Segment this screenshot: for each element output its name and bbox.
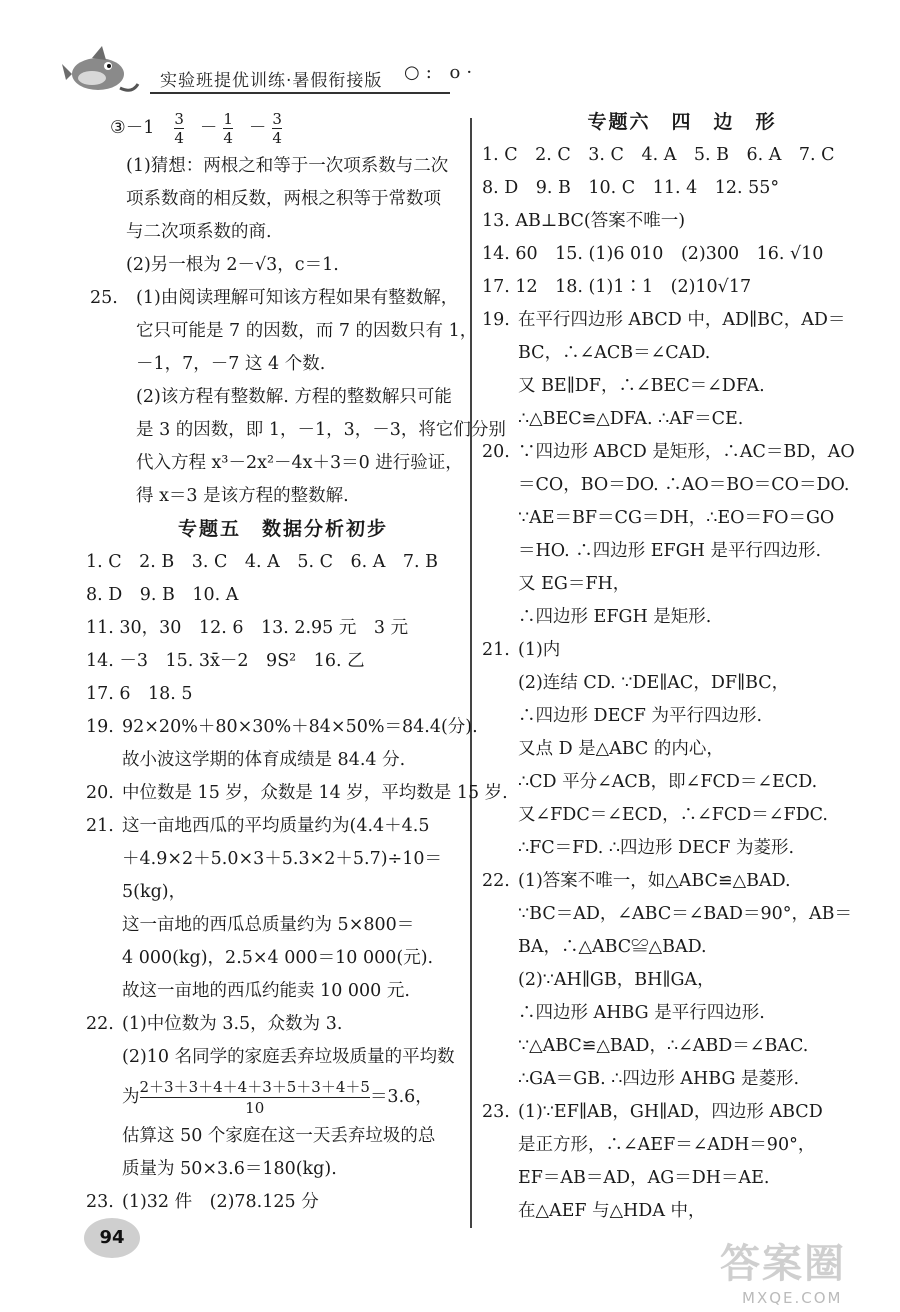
answer-line: ＋4.9×2＋5.0×3＋5.3×2＋5.7)÷10＝ [122, 849, 442, 869]
answer-line: 估算这 50 个家庭在这一天丢弃垃圾的总 [122, 1126, 436, 1146]
answer-line: 又∠FDC＝∠ECD，∴∠FCD＝∠FDC. [518, 805, 828, 825]
s5-q20-answer [86, 777, 508, 810]
question-number: 23. [482, 1102, 510, 1122]
answer-line: 14. －3 15. 3x̄－2 9S² 16. 乙 [86, 651, 365, 671]
answer-line: 13. AB⊥BC(答案不唯一) [482, 211, 686, 231]
answer-line: 中位数是 15 岁，众数是 14 岁，平均数是 15 岁. [122, 783, 508, 803]
s6-q20-answer [482, 436, 882, 634]
answer-line: ∵△ABC≌△BAD，∴∠ABD＝∠BAC. [518, 1036, 809, 1056]
answer-line: 它只可能是 7 的因数，而 7 的因数只有 1， [136, 321, 478, 341]
header-rule [150, 92, 450, 94]
answer-line: (1)答案不唯一，如△ABC≌△BAD. [518, 871, 791, 891]
section-6-title: 专题六 四 边 形 [587, 111, 777, 133]
answer-line: 故这一亩地的西瓜约能卖 10 000 元. [122, 981, 410, 1001]
denominator: 4 [272, 128, 282, 147]
sign: － [248, 117, 267, 138]
question-number: 20. [482, 442, 510, 462]
answer-line: 1. C 2. B 3. C 4. A 5. C 6. A 7. B [86, 552, 438, 572]
answer-line: (1)∵EF∥AB，GH∥AD，四边形 ABCD [518, 1102, 823, 1122]
page-header [0, 0, 900, 110]
question-number: 19. [86, 717, 114, 737]
answer-line: (1)内 [518, 640, 561, 660]
answer-line: ＝HO. ∴四边形 EFGH 是平行四边形. [518, 541, 822, 561]
line-prefix: 为 [122, 1086, 140, 1107]
answer-line: 故小波这学期的体育成绩是 84.4 分. [122, 750, 406, 770]
answer-line: (2)∵AH∥GB，BH∥GA， [518, 970, 715, 990]
answer-line: 8. D 9. B 10. C 11. 4 12. 55° [482, 178, 780, 198]
fraction [223, 110, 233, 147]
answer-line: ∴四边形 EFGH 是矩形. [518, 607, 712, 627]
s5-q23-answer [86, 1186, 466, 1219]
page-number: 94 [84, 1218, 140, 1258]
answer-line: ∵BC＝AD，∠ABC＝∠BAD＝90°，AB＝ [518, 904, 852, 924]
section-5-title: 专题五 数据分析初步 [177, 518, 388, 540]
answer-line: (1)32 件 (2)78.125 分 [122, 1192, 319, 1212]
answer-line: (2)连结 CD. ∵DE∥AC，DF∥BC， [518, 673, 790, 693]
question-number: 23. [86, 1192, 114, 1212]
fraction-answer-line [100, 106, 466, 150]
s6-q23-answer [482, 1096, 882, 1228]
watermark-url: MXQE.COM [742, 1289, 843, 1307]
answer-line: (2)另一根为 2－√3，c＝1. [126, 255, 339, 275]
denominator: 10 [245, 1098, 265, 1117]
answer-line: (1)由阅读理解可知该方程如果有整数解， [136, 288, 459, 308]
answer-line: 是 3 的因数，即 1，－1，3，－3，将它们分别 [136, 420, 506, 440]
s5-q21-answer [86, 810, 466, 1008]
sign: － [199, 117, 218, 138]
fraction [140, 1077, 370, 1118]
answer-line: 11. 30，30 12. 6 13. 2.95 元 3 元 [86, 618, 409, 638]
answer-line: －1，7，－7 这 4 个数. [136, 354, 326, 374]
answer-line: 又点 D 是△ABC 的内心， [518, 739, 724, 759]
numerator: 2＋3＋3＋4＋4＋3＋5＋3＋4＋5 [139, 1077, 370, 1096]
answer-line: 质量为 50×3.6＝180(kg). [122, 1159, 337, 1179]
answer-line: (2)10 名同学的家庭丢弃垃圾质量的平均数 [122, 1047, 455, 1067]
answer-line: 项系数商的相反数，两根之积等于常数项 [126, 189, 441, 209]
answer-line: 5(kg)， [122, 882, 187, 902]
numerator: 1 [223, 109, 233, 128]
denominator: 4 [174, 128, 184, 147]
fraction [174, 110, 184, 147]
right-column [482, 106, 882, 1228]
answer-line: ＝CO，BO＝DO. ∴AO＝BO＝CO＝DO. [518, 475, 850, 495]
answer-line: 这一亩地西瓜的平均质量约为(4.4＋4.5 [122, 816, 430, 836]
numerator: 3 [174, 109, 184, 128]
s6-q19-answer [482, 304, 882, 436]
answer-line: (2)该方程有整数解. 方程的整数解只可能 [136, 387, 452, 407]
answer-line: 在平行四边形 ABCD 中，AD∥BC，AD＝ [518, 310, 846, 330]
answer-line: 17. 6 18. 5 [86, 684, 193, 704]
answer-line: 这一亩地的西瓜总质量约为 5×800＝ [122, 915, 415, 935]
section-5-short-answers [86, 546, 466, 711]
answer-line: 是正方形，∴∠AEF＝∠ADH＝90°， [518, 1135, 816, 1155]
answer-line: ∴CD 平分∠ACB，即∠FCD＝∠ECD. [518, 772, 818, 792]
question-number: 25. [90, 288, 118, 308]
answer-line: 92×20%＋80×30%＋84×50%＝84.4(分). [122, 717, 478, 737]
s6-q21-answer [482, 634, 882, 865]
answer-line: ∴四边形 DECF 为平行四边形. [518, 706, 763, 726]
question-number: 22. [482, 871, 510, 891]
answer-line: 4 000(kg)，2.5×4 000＝10 000(元). [122, 948, 434, 968]
answer-line: ∵AE＝BF＝CG＝DH，∴EO＝FO＝GO [518, 508, 835, 528]
fraction [272, 110, 282, 147]
answer-line: 代入方程 x³－2x²－4x＋3＝0 进行验证， [136, 453, 463, 473]
answer-line: 14. 60 15. (1)6 010 (2)300 16. √10 [482, 244, 824, 264]
book-series-title: 实验班提优训练·暑假衔接版 [160, 71, 383, 91]
s6-q22-answer [482, 865, 882, 1096]
line-prefix: ③－1 [110, 117, 155, 138]
answer-line: 又 BE∥DF，∴∠BEC＝∠DFA. [518, 376, 765, 396]
answer-line: ∴GA＝GB. ∴四边形 AHBG 是菱形. [518, 1069, 800, 1089]
answer-line: ∴△BEC≌△DFA. ∴AF＝CE. [518, 409, 744, 429]
answer-line: BC，∴∠ACB＝∠CAD. [518, 343, 711, 363]
answer-line: ∵四边形 ABCD 是矩形，∴AC＝BD，AO [518, 442, 855, 462]
answer-line: (1)猜想：两根之和等于一次项系数与二次 [126, 156, 449, 176]
section-6-short-answers [482, 139, 882, 304]
question-number: 22. [86, 1014, 114, 1034]
left-column [86, 106, 508, 1219]
site-watermark [720, 1232, 890, 1306]
answer-line: 又 EG＝FH， [518, 574, 631, 594]
question-number: 19. [482, 310, 510, 330]
answer-line: 在△AEF 与△HDA 中， [518, 1201, 706, 1221]
header-decoration: ○: o· [404, 62, 479, 83]
question-number: 21. [482, 640, 510, 660]
answer-line: 得 x＝3 是该方程的整数解. [136, 486, 349, 506]
answer-line: 1. C 2. C 3. C 4. A 5. B 6. A 7. C [482, 145, 835, 165]
s5-q19-answer [86, 711, 478, 777]
answer-line: ∴FC＝FD. ∴四边形 DECF 为菱形. [518, 838, 795, 858]
average-fraction-line [122, 1074, 455, 1120]
answer-line: EF＝AB＝AD，AG＝DH＝AE. [518, 1168, 770, 1188]
q24-answer [100, 150, 466, 282]
answer-line: ∴四边形 AHBG 是平行四边形. [518, 1003, 765, 1023]
answer-line: 17. 12 18. (1)1∶1 (2)10√17 [482, 277, 752, 297]
answer-line: (1)中位数为 3.5，众数为 3. [122, 1014, 343, 1034]
numerator: 3 [272, 109, 282, 128]
line-suffix: ＝3.6， [369, 1086, 433, 1107]
watermark-logo-text: 答案圈 [720, 1241, 846, 1287]
question-number: 20. [86, 783, 114, 803]
answer-line: 与二次项系数的商. [126, 222, 272, 242]
answer-line: BA，∴△ABC≌△BAD. [518, 937, 707, 957]
answer-line: 8. D 9. B 10. A [86, 585, 239, 605]
question-number: 21. [86, 816, 114, 836]
s5-q22-answer [86, 1008, 466, 1186]
dolphin-mascot-icon [62, 44, 142, 100]
denominator: 4 [223, 128, 233, 147]
